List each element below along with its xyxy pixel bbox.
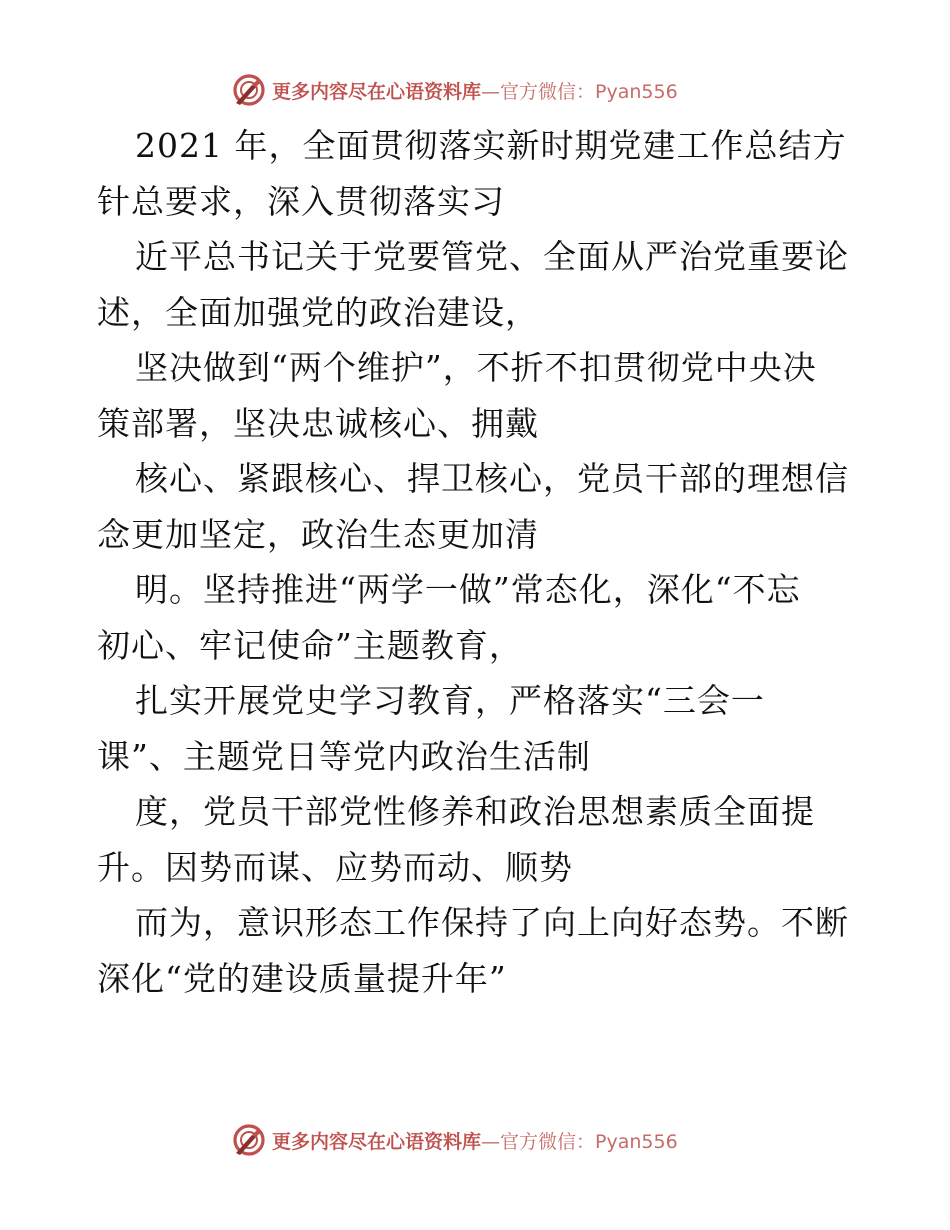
paragraph-line: 核心、紧跟核心、捍卫核心，党员干部的理想信 xyxy=(135,459,849,498)
paragraph-line: 初心、牢记使命”主题教育， xyxy=(97,625,523,665)
paragraph-line: 2021 年，全面贯彻落实新时期党建工作总结方 xyxy=(135,126,847,165)
pen-logo-icon xyxy=(232,73,266,107)
paragraph-line: 明。坚持推进“两学一做”常态化，深化“不忘 xyxy=(135,570,801,609)
document-body xyxy=(97,118,867,1006)
paragraph-line: 扎实开展党史学习教育，严格落实“三会一 xyxy=(135,681,765,720)
paragraph-line: 度，党员干部党性修养和政治思想素质全面提 xyxy=(135,792,815,831)
paragraph-line: 念更加坚定，政治生态更加清 xyxy=(97,514,539,554)
paragraph-line: 近平总书记关于党要管党、全面从严治党重要论 xyxy=(135,237,849,276)
footer-watermark-rest: —官方微信：Pyan556 xyxy=(481,1130,678,1153)
header-watermark-rest: —官方微信：Pyan556 xyxy=(481,80,678,103)
footer-watermark-lead: 更多内容尽在心语资料库 xyxy=(272,1130,482,1153)
header-watermark-text xyxy=(272,77,678,104)
pen-logo-icon xyxy=(232,1123,266,1157)
paragraph-line: 坚决做到“两个维护”，不折不扣贯彻党中央决 xyxy=(135,348,817,387)
paragraph-line: 课”、主题党日等党内政治生活制 xyxy=(97,736,591,776)
footer-watermark-banner xyxy=(232,1120,712,1160)
paragraph-line: 深化“党的建设质量提升年” xyxy=(97,958,507,998)
paragraph-line: 策部署，坚决忠诚核心、拥戴 xyxy=(97,403,539,443)
header-watermark-banner xyxy=(232,70,712,110)
header-watermark-lead: 更多内容尽在心语资料库 xyxy=(272,80,482,103)
paragraph-line: 针总要求，深入贯彻落实习 xyxy=(97,181,505,221)
footer-watermark-text xyxy=(272,1127,678,1154)
paragraph-line: 述，全面加强党的政治建设， xyxy=(97,292,539,332)
paragraph-line: 升。因势而谋、应势而动、顺势 xyxy=(97,847,573,887)
paragraph-line: 而为，意识形态工作保持了向上向好态势。不断 xyxy=(135,903,849,942)
